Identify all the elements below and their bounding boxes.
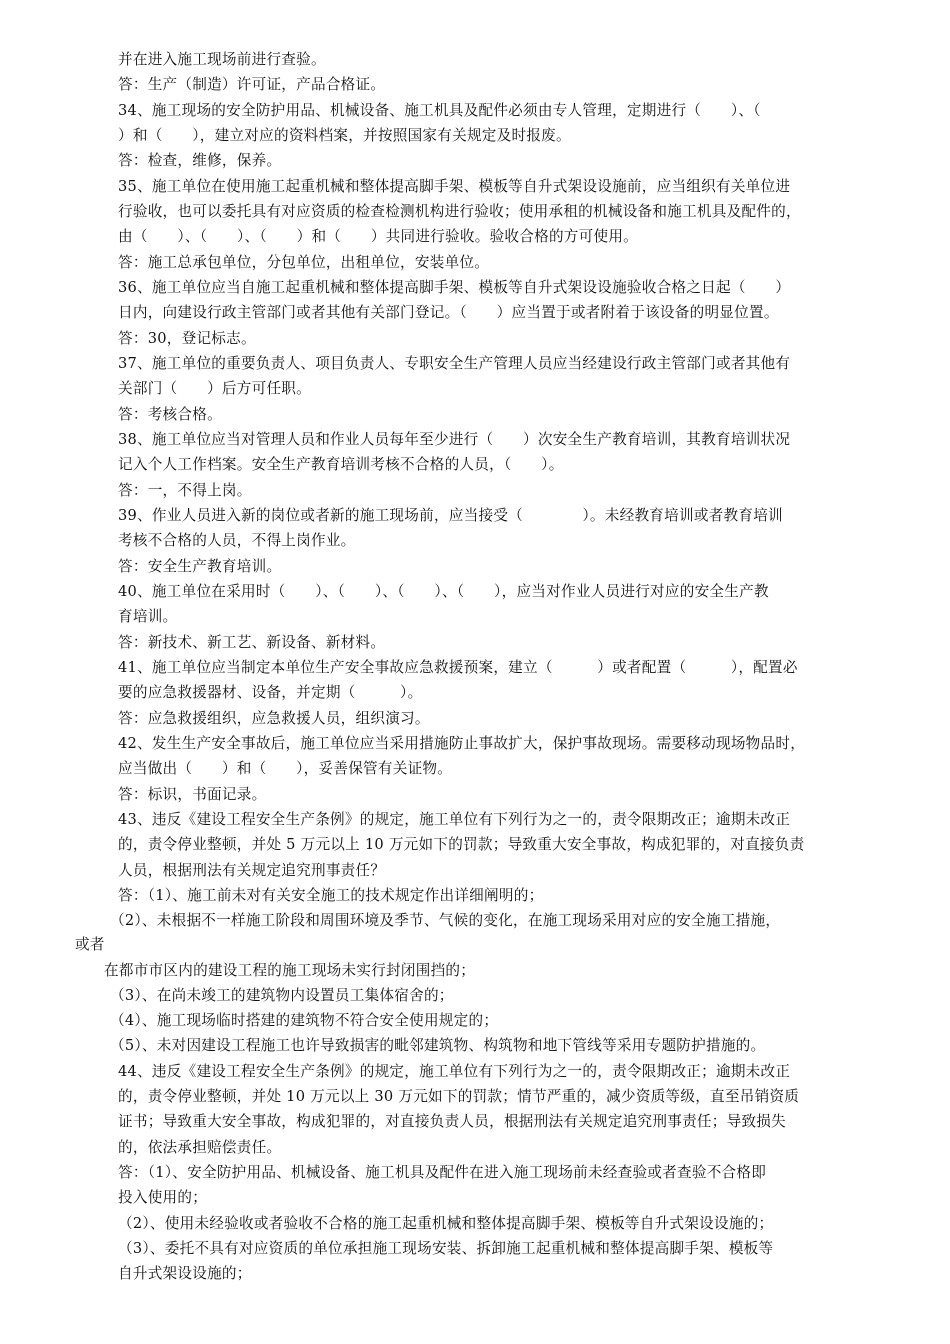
answer-line: 答：检查，维修，保养。 — [118, 152, 282, 169]
question-39: 39、作业人员进入新的岗位或者新的施工现场前，应当接受（ ）。未经教育培训或者教育培训 — [118, 507, 783, 524]
text-line: 的，责令停业整顿，并处 10 万元以上 30 万元如下的罚款；情节严重的，减少资质等级，直至吊销资质 — [118, 1088, 800, 1105]
text-line: 投入使用的； — [118, 1189, 208, 1206]
question-44: 44、违反《建设工程安全生产条例》的规定，施工单位有下列行为之一的，责令限期改正；逾期未改正 — [118, 1063, 791, 1080]
text-line: 的，责令停业整顿，并处 5 万元以上 10 万元如下的罚款；导致重大安全事故，构成犯罪的，对直接负责 — [118, 836, 805, 853]
list-item: （3）、在尚未竣工的建筑物内设置员工集体宿舍的； — [110, 987, 454, 1004]
question-35: 35、施工单位在使用施工起重机械和整体提高脚手架、模板等自升式架设设施前，应当组织有关单位进 — [118, 178, 791, 195]
text-line: 或者 — [75, 936, 105, 953]
text-line: 在都市市区内的建设工程的施工现场未实行封闭围挡的； — [104, 962, 476, 979]
answer-line: 答：标识，书面记录。 — [118, 786, 267, 803]
question-41: 41、施工单位应当制定本单位生产安全事故应急救援预案，建立（ ）或者配置（ ），配置必 — [118, 659, 798, 676]
question-43: 43、违反《建设工程安全生产条例》的规定，施工单位有下列行为之一的，责令限期改正；逾期未改正 — [118, 811, 791, 828]
answer-line: 答：（1）、安全防护用品、机械设备、施工机具及配件在进入施工现场前未经查验或者查验不合格即 — [118, 1164, 767, 1181]
answer-line: 答：生产（制造）许可证，产品合格证。 — [118, 76, 386, 93]
answer-line: 答：新技术、新工艺、新设备、新材料。 — [118, 634, 386, 651]
text-line: 育培训。 — [118, 608, 178, 625]
text-line: 行验收，也可以委托具有对应资质的检查检测机构进行验收；使用承租的机械设备和施工机具及配件的， — [118, 203, 801, 220]
answer-line: 答：应急救援组织，应急救援人员，组织演习。 — [118, 710, 430, 727]
question-37: 37、施工单位的重要负责人、项目负责人、专职安全生产管理人员应当经建设行政主管部门或者其他有 — [118, 355, 791, 372]
question-38: 38、施工单位应当对管理人员和作业人员每年至少进行（ ）次安全生产教育培训，其教育培训状况 — [118, 431, 791, 448]
text-line: 自升式架设设施的； — [118, 1265, 252, 1282]
text-line: 人员，根据刑法有关规定追究刑事责任？ — [118, 862, 386, 879]
text-line: 记入个人工作档案。安全生产教育培训考核不合格的人员，（ ）。 — [118, 456, 564, 473]
text-line: 考核不合格的人员，不得上岗作业。 — [118, 532, 356, 549]
list-item: （2）、未根据不一样施工阶段和周围环境及季节、气候的变化，在施工现场采用对应的安全施工措施， — [110, 912, 781, 929]
list-item: （3）、委托不具有对应资质的单位承担施工现场安装、拆卸施工起重机械和整体提高脚手架、模板等 — [118, 1240, 774, 1257]
list-item: （2）、使用未经验收或者验收不合格的施工起重机械和整体提高脚手架、模板等自升式架设设施的； — [118, 1215, 774, 1232]
question-36: 36、施工单位应当自施工起重机械和整体提高脚手架、模板等自升式架设设施验收合格之日起（ ） — [118, 279, 791, 296]
question-40: 40、施工单位在采用时（ ）、（ ）、（ ）、（ ），应当对作业人员进行对应的安全生产教 — [118, 583, 769, 600]
question-42: 42、发生生产安全事故后，施工单位应当采用措施防止事故扩大，保护事故现场。需要移动现场物品时， — [118, 735, 806, 752]
answer-line: 答：一，不得上岗。 — [118, 482, 252, 499]
answer-line: 答：（1）、施工前未对有关安全施工的技术规定作出详细阐明的； — [118, 887, 544, 904]
list-item: （4）、施工现场临时搭建的建筑物不符合安全使用规定的； — [110, 1012, 499, 1029]
answer-line: 答：施工总承包单位，分包单位，出租单位，安装单位。 — [118, 254, 490, 271]
text-line: 日内，向建设行政主管部门或者其他有关部门登记。（ ）应当置于或者附着于该设备的明显位置。 — [118, 304, 779, 321]
text-line: 关部门（ ）后方可任职。 — [118, 380, 311, 397]
question-34: 34、施工现场的安全防护用品、机械设备、施工机具及配件必须由专人管理，定期进行（ ）、（ — [118, 102, 761, 119]
text-line: 的，依法承担赔偿责任。 — [118, 1139, 282, 1156]
text-line: 由（ ）、（ ）、（ ）和（ ）共同进行验收。验收合格的方可使用。 — [118, 228, 639, 245]
text-line: ）和（ ），建立对应的资料档案，并按照国家有关规定及时报废。 — [118, 127, 571, 144]
answer-line: 答：考核合格。 — [118, 406, 222, 423]
list-item: （5）、未对因建设工程施工也许导致损害的毗邻建筑物、构筑物和地下管线等采用专题防护措施的。 — [110, 1037, 766, 1054]
answer-line: 答：30，登记标志。 — [118, 330, 256, 347]
text-line: 应当做出（ ）和（ ），妥善保管有关证物。 — [118, 760, 453, 777]
text-line: 要的应急救援器材、设备，并定期（ ）。 — [118, 684, 423, 701]
text-line: 证书；导致重大安全事故，构成犯罪的，对直接负责人员，根据刑法有关规定追究刑事责任；导致损失 — [118, 1113, 786, 1130]
text-line: 并在进入施工现场前进行查验。 — [118, 51, 326, 68]
answer-line: 答：安全生产教育培训。 — [118, 558, 282, 575]
